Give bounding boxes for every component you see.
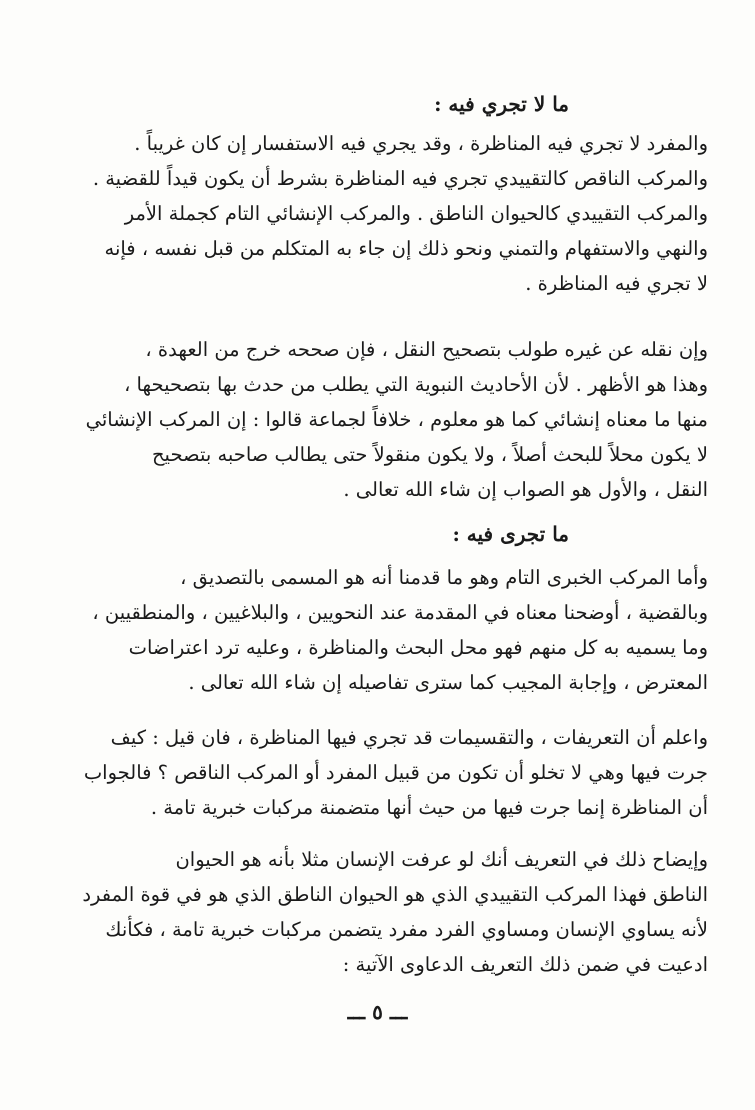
text-line: وأما المركب الخبرى التام وهو ما قدمنا أنه هو المسمى بالتصديق ، [180,566,708,589]
paragraph-explanation [58,842,708,982]
text-line: منها ما معناه إنشائي كما هو معلوم ، خلافاً لجماعة قالوا : إن المركب الإنشائي [85,408,708,431]
section-heading-not-applicable: ما لا تجري فيه : [434,92,569,116]
text-line: وما يسميه به كل منهم فهو محل البحث والمناظرة ، وعليه ترد اعتراضات [128,636,708,659]
page-number: ـــ ٥ ـــ [347,1000,408,1024]
text-line: لأنه يساوي الإنسان ومساوي الفرد مفرد يتضمن مركبات خبرية تامة ، فكأنك [105,918,708,941]
paragraph-quoted-composition [58,332,708,507]
text-line: لا يكون محلاً للبحث أصلاً ، ولا يكون منقولاً حتى يطالب صاحبه بتصحيح [151,443,708,466]
text-line: ادعيت في ضمن ذلك التعريف الدعاوى الآتية : [342,953,708,976]
paragraph-single-and-incomplete [58,126,708,301]
text-line: لا تجري فيه المناظرة . [525,272,708,295]
paragraph-definitions [58,720,708,825]
text-line: المعترض ، وإجابة المجيب كما سترى تفاصيله إن شاء الله تعالى . [188,671,708,694]
text-line: الناطق فهذا المركب التقييدي الذي هو الحيوان الناطق الذي هو في قوة المفرد [82,883,708,906]
text-line: وبالقضية ، أوضحنا معناه في المقدمة عند النحويين ، والبلاغيين ، والمنطقيين ، [92,601,708,624]
text-line: والمركب الناقص كالتقييدي تجري فيه المناظرة بشرط أن يكون قيداً للقضية . [92,167,708,190]
section-heading-applicable: ما تجرى فيه : [452,522,569,546]
text-line: النقل ، والأول هو الصواب إن شاء الله تعالى . [343,478,708,501]
paragraph-complete-predicative [58,560,708,700]
text-line: والمركب التقييدي كالحيوان الناطق . والمركب الإنشائي التام كجملة الأمر [124,202,708,225]
text-line: وإن نقله عن غيره طولب بتصحيح النقل ، فإن صححه خرج من العهدة ، [145,338,708,361]
text-line: وإيضاح ذلك في التعريف أنك لو عرفت الإنسان مثلا بأنه هو الحيوان [175,848,708,871]
text-line: واعلم أن التعريفات ، والتقسيمات قد تجري فيها المناظرة ، فان قيل : كيف [110,726,708,749]
text-line: أن المناظرة إنما جرت فيها من حيث أنها متضمنة مركبات خبرية تامة . [150,796,708,819]
text-line: جرت فيها وهي لا تخلو أن تكون من قبيل المفرد أو المركب الناقص ؟ فالجواب [83,761,708,784]
text-line: وهذا هو الأظهر . لأن الأحاديث النبوية التي يطلب من حدث بها بتصحيحها ، [124,373,708,396]
text-line: والنهي والاستفهام والتمني ونحو ذلك إن جاء به المتكلم من قبل نفسه ، فإنه [104,237,708,260]
text-line: والمفرد لا تجري فيه المناظرة ، وقد يجري فيه الاستفسار إن كان غريباً . [134,132,708,155]
